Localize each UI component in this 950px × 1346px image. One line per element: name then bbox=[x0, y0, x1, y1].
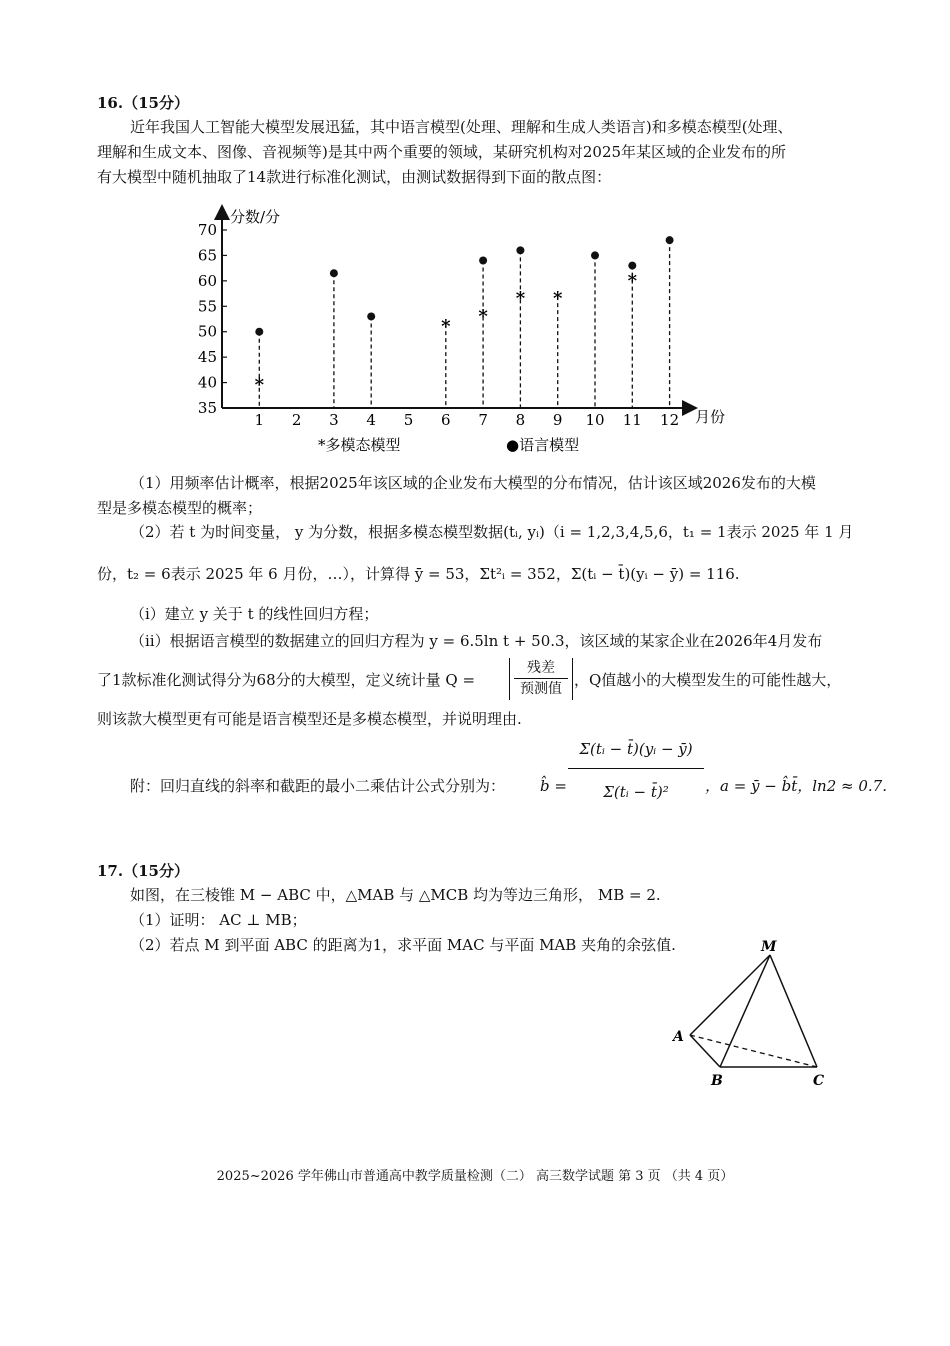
x-tick-label-5: 5 bbox=[403, 411, 414, 429]
y-tick-label-70: 70 bbox=[197, 221, 217, 239]
language-point-10 bbox=[591, 251, 599, 259]
y-axis-label: 分数/分 bbox=[230, 208, 281, 226]
y-tick-label-65: 65 bbox=[197, 246, 217, 265]
x-tick-label-8: 8 bbox=[515, 411, 526, 429]
q17-line-1: 如图，在三棱锥 M − ABC 中，△MAB 与 △MCB 均为等边三角形， MB = 2. bbox=[130, 886, 661, 904]
x-tick-label-7: 7 bbox=[478, 411, 488, 429]
appendix-label: 附：回归直线的斜率和截距的最小二乘估计公式分别为： bbox=[130, 777, 506, 795]
q16-part2-ii-line-1: （ⅱ）根据语言模型的数据建立的回归方程为 y = 6.5ln t + 50.3，该区域的某家企业在2026年4月发布 bbox=[130, 632, 823, 650]
label-C: C bbox=[813, 1073, 825, 1089]
edge-AB bbox=[690, 1035, 720, 1067]
multimodal-point-9: * bbox=[552, 288, 563, 310]
x-tick-label-1: 1 bbox=[254, 411, 265, 429]
chart-axes bbox=[222, 212, 690, 408]
q16-part1-line-2: 型是多模态模型的概率； bbox=[97, 499, 263, 517]
q-numerator: 残差 bbox=[527, 660, 555, 676]
label-A: A bbox=[673, 1029, 684, 1045]
legend-multimodal: *多模态模型 bbox=[318, 436, 401, 454]
scatter-chart bbox=[190, 200, 750, 460]
language-point-1 bbox=[255, 328, 263, 336]
formula-b-hat: b̂ = bbox=[540, 777, 567, 795]
multimodal-point-1: * bbox=[254, 374, 265, 396]
language-point-4 bbox=[367, 312, 375, 320]
language-point-3 bbox=[330, 269, 338, 277]
x-tick-label-6: 6 bbox=[441, 411, 451, 429]
edge-MA bbox=[690, 955, 770, 1035]
x-axis-label: 月份 bbox=[695, 408, 726, 426]
edge-MC bbox=[770, 955, 817, 1067]
y-tick-label-50: 50 bbox=[197, 322, 217, 341]
q-statistic-fraction bbox=[509, 658, 573, 700]
x-tick-label-4: 4 bbox=[366, 411, 376, 429]
page-footer: 2025~2026 学年佛山市普通高中教学质量检测（二） 高三数学试题 第 3 页 （共 4 页） bbox=[216, 1169, 734, 1184]
q16-part2-line-2: 份，t₂ = 6表示 2025 年 6 月份，…），计算得 ȳ = 53，Σt²ᵢ = 352，Σ(tᵢ − t̄)(yᵢ − ȳ) = 116. bbox=[97, 565, 740, 583]
language-point-11 bbox=[628, 262, 636, 270]
tetrahedron-figure bbox=[665, 935, 845, 1095]
multimodal-point-8: * bbox=[515, 288, 526, 310]
multimodal-point-6: * bbox=[441, 316, 451, 338]
multimodal-point-11: * bbox=[627, 270, 638, 292]
y-tick-label-55: 55 bbox=[197, 297, 217, 316]
q16-part2-ii-line-2a: 了1款标准化测试得分为68分的大模型，定义统计量 Q = bbox=[97, 671, 476, 689]
x-tick-label-11: 11 bbox=[622, 411, 642, 429]
formula-tail: ，a = ȳ − b̂t̄，ln2 ≈ 0.7. bbox=[705, 777, 887, 795]
chart-marks bbox=[255, 236, 674, 408]
q-denominator: 预测值 bbox=[520, 681, 562, 697]
q16-part2-line-1: （2）若 t 为时间变量， y 为分数，根据多模态模型数据(tᵢ, yᵢ)（i = 1,2,3,4,5,6，t₁ = 1表示 2025 年 1 月 bbox=[130, 523, 854, 541]
x-tick-label-3: 3 bbox=[329, 411, 339, 429]
chart-ticks bbox=[198, 221, 679, 429]
formula-denominator: Σ(tᵢ − t̄)² bbox=[603, 783, 669, 801]
q17-number: 17.（15分） bbox=[97, 862, 189, 880]
multimodal-point-7: * bbox=[478, 305, 488, 327]
formula-numerator: Σ(tᵢ − t̄)(yᵢ − ȳ) bbox=[579, 740, 693, 758]
q16-part2-ii-line-2b: ，Q值越小的大模型发生的可能性越大， bbox=[574, 671, 842, 689]
y-tick-label-45: 45 bbox=[197, 348, 217, 367]
q16-intro-line-3: 有大模型中随机抽取了14款进行标准化测试，由测试数据得到下面的散点图： bbox=[97, 168, 612, 186]
x-tick-label-10: 10 bbox=[585, 411, 605, 429]
q16-part1-line-1: （1）用频率估计概率，根据2025年该区域的企业发布大模型的分布情况，估计该区域2026发布的大模 bbox=[130, 474, 816, 492]
edge-AC-hidden bbox=[690, 1035, 817, 1067]
label-M: M bbox=[761, 939, 777, 955]
q17-part2: （2）若点 M 到平面 ABC 的距离为1，求平面 MAC 与平面 MAB 夹角的余弦值. bbox=[130, 936, 676, 954]
language-point-7 bbox=[479, 257, 487, 265]
x-tick-label-2: 2 bbox=[291, 411, 302, 429]
y-tick-label-35: 35 bbox=[197, 399, 217, 417]
edge-MB bbox=[720, 955, 770, 1067]
x-tick-label-12: 12 bbox=[660, 411, 680, 429]
y-tick-label-60: 60 bbox=[197, 271, 217, 290]
language-point-12 bbox=[666, 236, 674, 244]
q17-part1: （1）证明： AC ⊥ MB； bbox=[130, 911, 307, 929]
legend-language: ●语言模型 bbox=[506, 436, 580, 454]
language-point-8 bbox=[516, 246, 524, 254]
x-tick-label-9: 9 bbox=[552, 411, 563, 429]
q16-number: 16.（15分） bbox=[97, 94, 189, 112]
y-tick-label-40: 40 bbox=[197, 373, 217, 392]
q16-intro-line-2: 理解和生成文本、图像、音视频等)是其中两个重要的领域，某研究机构对2025年某区域的企业发布的所 bbox=[97, 143, 787, 161]
q16-part2-ii-line-3: 则该款大模型更有可能是语言模型还是多模态模型，并说明理由. bbox=[97, 710, 522, 728]
label-B: B bbox=[711, 1073, 723, 1089]
q16-intro-line-1: 近年我国人工智能大模型发展迅猛，其中语言模型(处理、理解和生成人类语言)和多模态模型(处理、 bbox=[130, 118, 793, 136]
formula-fraction bbox=[568, 738, 704, 803]
q16-part2-i: （ⅰ）建立 y 关于 t 的线性回归方程； bbox=[130, 605, 379, 623]
